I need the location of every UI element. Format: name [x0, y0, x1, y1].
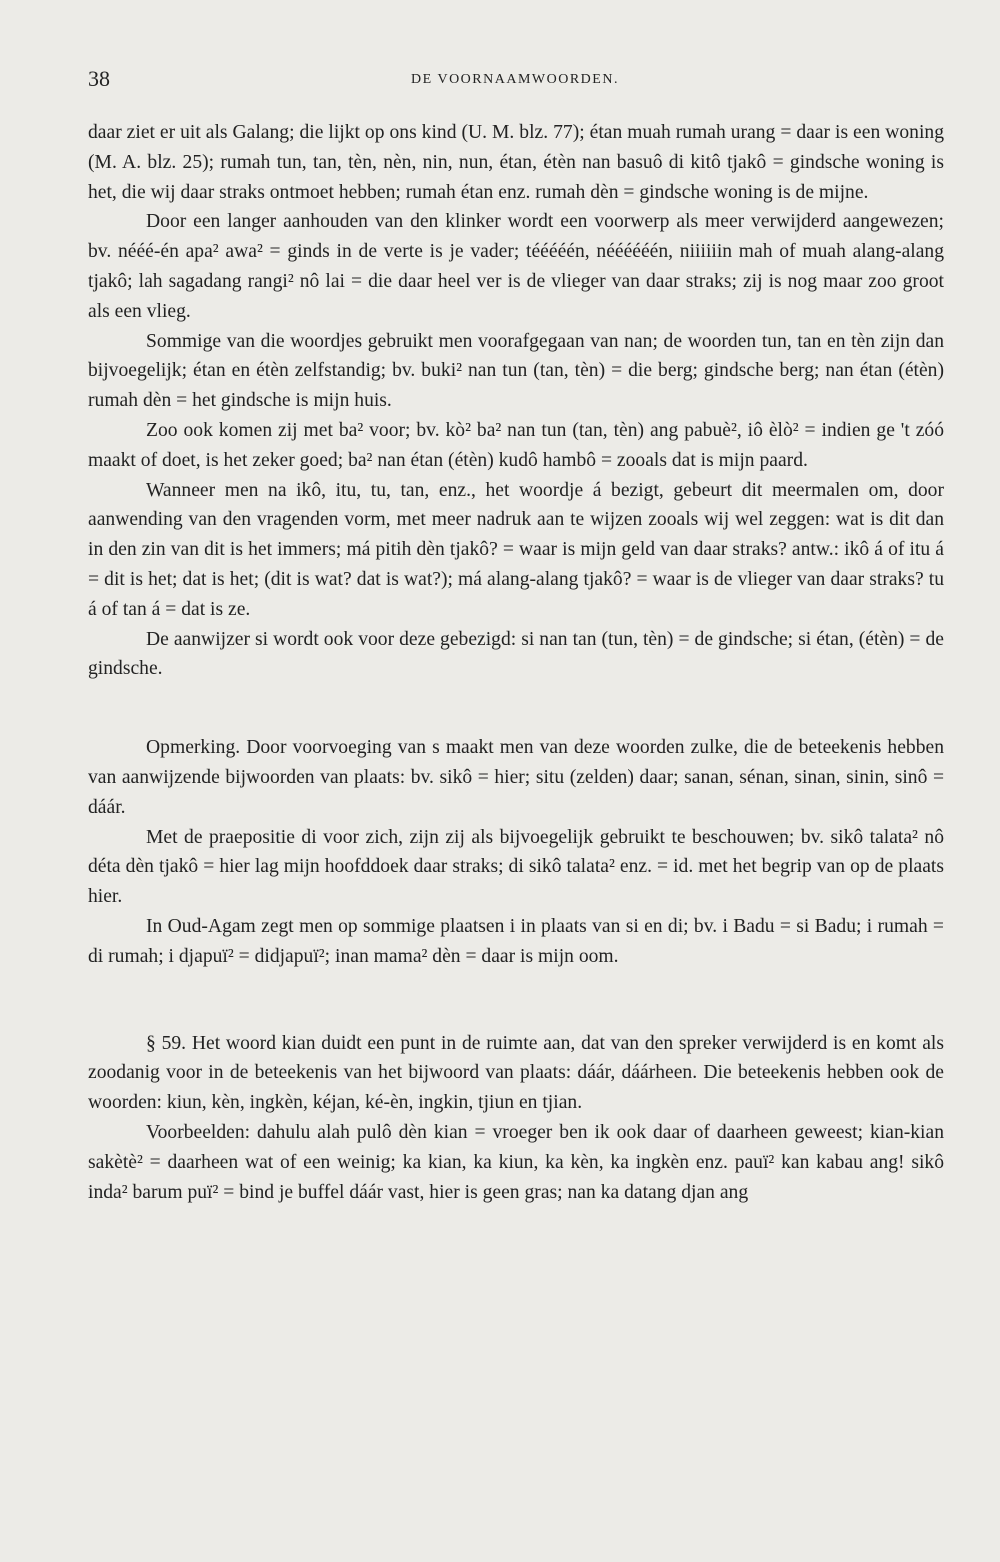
paragraph-8: Met de praepositie di voor zich, zijn zij als bijvoegelijk gebruikt te beschouwen; bv. sikô talata² nô déta dèn tjakô = hier lag mijn hoofddoek daar straks; di sikô talata² enz. = id. met het begrip van op de plaats hier. — [88, 826, 944, 908]
page-header — [88, 66, 942, 96]
voorbeelden-paragraph: Voorbeelden: dahulu alah pulô dèn kian = vroeger ben ik ook daar of daarheen geweest; kian-kian sakètè² = daarheen wat of een weinig; ka kian, ka kiun, ka kèn, ka ingkèn enz. pauï² kan kabau ang! sikô inda² barum puï² = bind je buffel dáár vast, hier is geen gras; nan ka datang djan ang — [88, 1121, 944, 1203]
page-number: 38 — [88, 66, 110, 91]
paragraph-1: daar ziet er uit als Galang; die lijkt op ons kind (U. M. blz. 77); étan muah rumah urang = daar is een woning (M. A. blz. 25); rumah tun, tan, tèn, nèn, nin, nun, étan, étèn nan basuô di kitô tjakô = gindsche woning is het, die wij daar straks ontmoet hebben; rumah étan enz. rumah dèn = gindsche woning is de mijne. — [88, 122, 944, 203]
paragraph-2: Door een langer aanhouden van den klinker wordt een voorwerp als meer verwijderd aangewezen; bv. nééé-én apa² awa² = ginds in de verte is je vader; tééééén, néééééén, niiiiiin mah of muah alang-alang tjakô; lah sagadang rangi² nô lai = die daar heel ver is de vlieger van daar straks; zij is nog maar zoo groot als een vlieg. — [88, 211, 944, 322]
paragraph-6: De aanwijzer si wordt ook voor deze gebezigd: si nan tan (tun, tèn) = de gindsche; si étan, (étèn) = de gindsche. — [88, 628, 944, 680]
paragraph-3: Sommige van die woordjes gebruikt men voorafgegaan van nan; de woorden tun, tan en tèn zijn dan bijvoegelijk; étan en étèn zelfstandig; bv. buki² nan tun (tan, tèn) = die berg; gindsche berg; nan étan (étèn) rumah dèn = het gindsche is mijn huis. — [88, 330, 944, 412]
opmerking-paragraph: Opmerking. Door voorvoeging van s maakt men van deze woorden zulke, die de beteekenis hebben van aanwijzende bijwoorden van plaats: bv. sikô = hier; situ (zelden) daar; sanan, sénan, sinan, sinin, sinô = dáár. — [88, 737, 944, 818]
paragraph-5: Wanneer men na ikô, itu, tu, tan, enz., het woordje á bezigt, gebeurt dit meermalen om, door aanwending van den vragenden vorm, met meer nadruk aan te wijzen zooals wij wel zeggen: wat is dit dan in den zin van dit is het immers; má pitih dèn tjakô? = waar is mijn geld van daar straks? antw.: ikô á of itu á = dit is het; dat is het; (dit is wat? dat is wat?); má alang-alang tjakô? = waar is de vlieger van daar straks? tu á of tan á = dat is ze. — [88, 479, 944, 620]
paragraph-4: Zoo ook komen zij met ba² voor; bv. kò² ba² nan tun (tan, tèn) ang pabuè², iô èlò² = indien ge 't zóó maakt of doet, is het zeker goed; ba² nan étan (étèn) kudô hambô = zooals dat is mijn paard. — [88, 419, 944, 471]
section-59-paragraph: § 59. Het woord kian duidt een punt in de ruimte aan, dat van den spreker verwijderd is en komt als zoodanig voor in de beteekenis van het bijwoord van plaats: dáár, dáárheen. Die beteekenis hebben ook de woorden: kiun, kèn, ingkèn, kéjan, ké-èn, ingkin, tjiun en tjian. — [88, 1032, 944, 1114]
page-body — [88, 118, 944, 1207]
running-title: DE VOORNAAMWOORDEN. — [411, 72, 619, 87]
paragraph-9: In Oud-Agam zegt men op sommige plaatsen i in plaats van si en di; bv. i Badu = si Badu; i rumah = di rumah; i djapuï² = didjapuï²; inan mama² dèn = daar is mijn oom. — [88, 915, 944, 967]
